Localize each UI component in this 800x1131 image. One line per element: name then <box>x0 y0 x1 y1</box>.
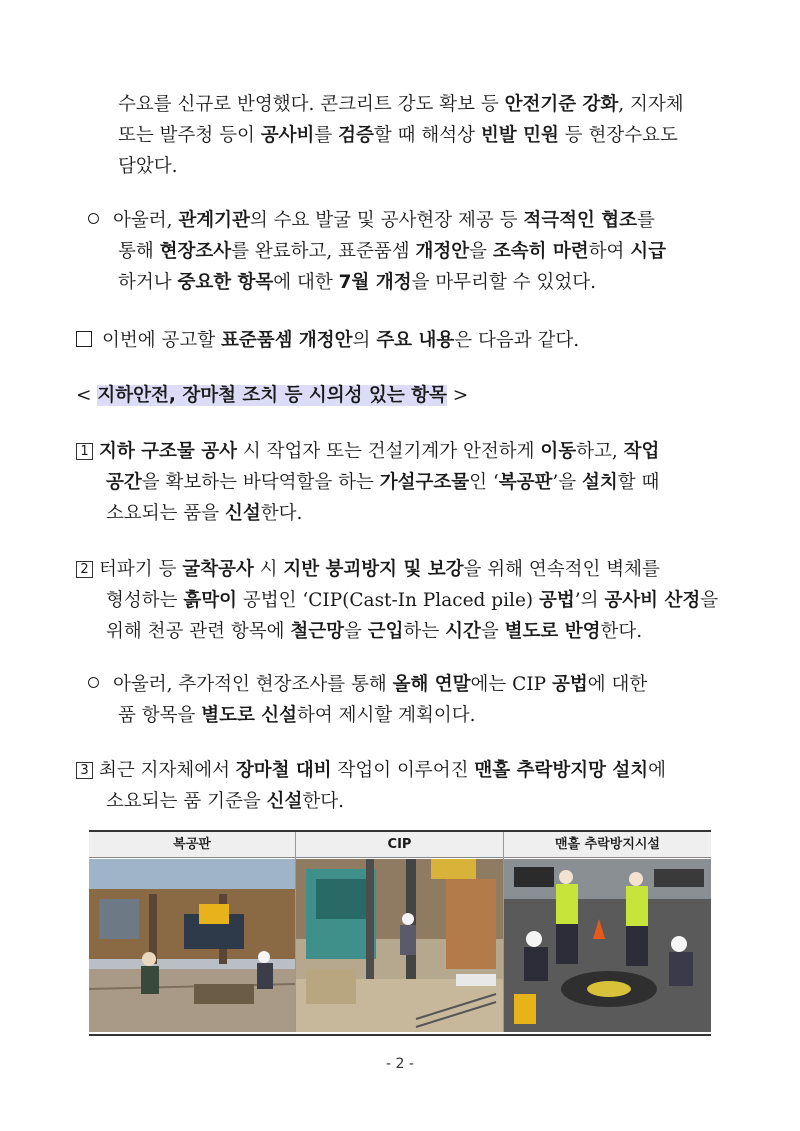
photo-cip <box>296 859 503 1032</box>
circle-bullet-icon <box>88 213 99 224</box>
item-number-1: 1 <box>76 443 93 460</box>
item3-line2: 소요되는 품 기준을 신설한다. <box>106 791 344 812</box>
page-number: - 2 - <box>386 1056 414 1072</box>
photo-table <box>89 830 711 1036</box>
photo-manhole <box>504 859 711 1032</box>
photo-header-cip: CIP <box>296 832 503 858</box>
item1-line3: 소요되는 품을 신설한다. <box>106 503 303 524</box>
photo-bokgongpan <box>89 859 295 1032</box>
p1-line1: 수요를 신규로 반영했다. 콘크리트 강도 확보 등 안전기준 강화, 지자체 <box>118 94 684 115</box>
item2-line3: 위해 천공 관련 항목에 철근망을 근입하는 시간을 별도로 반영한다. <box>106 621 643 642</box>
item1-line1: 1 지하 구조물 공사 시 작업자 또는 건설기계가 안전하게 이동하고, 작업 <box>76 437 659 467</box>
p1-line2: 또는 발주청 등이 공사비를 검증할 때 해석상 빈발 민원 등 현장수요도 <box>118 125 678 146</box>
section-heading: < 지하안전, 장마철 조치 등 시의성 있는 항목 > <box>76 385 469 406</box>
p2-line3: 하거나 중요한 항목에 대한 7월 개정을 마무리할 수 있었다. <box>118 272 596 293</box>
item2-line1: 2 터파기 등 굴착공사 시 지반 붕괴방지 및 보강을 위해 연속적인 벽체를 <box>76 555 660 585</box>
p3-line1: 이번에 공고할 표준품셈 개정안의 주요 내용은 다음과 같다. <box>76 326 579 356</box>
square-bullet-icon <box>76 331 92 347</box>
item2-sub-line2: 품 항목을 별도로 신설하여 제시할 계획이다. <box>118 705 476 726</box>
cip-drilling-image <box>296 859 503 1032</box>
item-number-3: 3 <box>76 762 93 779</box>
p2-line2: 통해 현장조사를 완료하고, 표준품셈 개정안을 조속히 마련하여 시급 <box>118 241 667 262</box>
circle-bullet-icon <box>88 677 99 688</box>
item-number-2: 2 <box>76 561 93 578</box>
p1-line3: 담았다. <box>118 156 178 177</box>
construction-site-image <box>89 859 295 1032</box>
item2-sub-line1: 아울러, 추가적인 현장조사를 통해 올해 연말에는 CIP 공법에 대한 <box>88 670 647 700</box>
manhole-safety-net-image <box>504 859 711 1032</box>
item1-line2: 공간을 확보하는 바닥역할을 하는 가설구조물인 ‘복공판’을 설치할 때 <box>106 472 660 493</box>
photo-header-manhole: 맨홀 추락방지시설 <box>504 832 711 858</box>
p2-line1: 아울러, 관계기관의 수요 발굴 및 공사현장 제공 등 적극적인 협조를 <box>88 206 655 236</box>
item2-line2: 형성하는 흙막이 공법인 ‘CIP(Cast-In Placed pile) 공법’의 공사비 산정을 <box>106 590 719 611</box>
item3-line1: 3 최근 지자체에서 장마철 대비 작업이 이루어진 맨홀 추락방지망 설치에 <box>76 756 666 786</box>
photo-header-bokgongpan: 복공판 <box>89 832 295 858</box>
